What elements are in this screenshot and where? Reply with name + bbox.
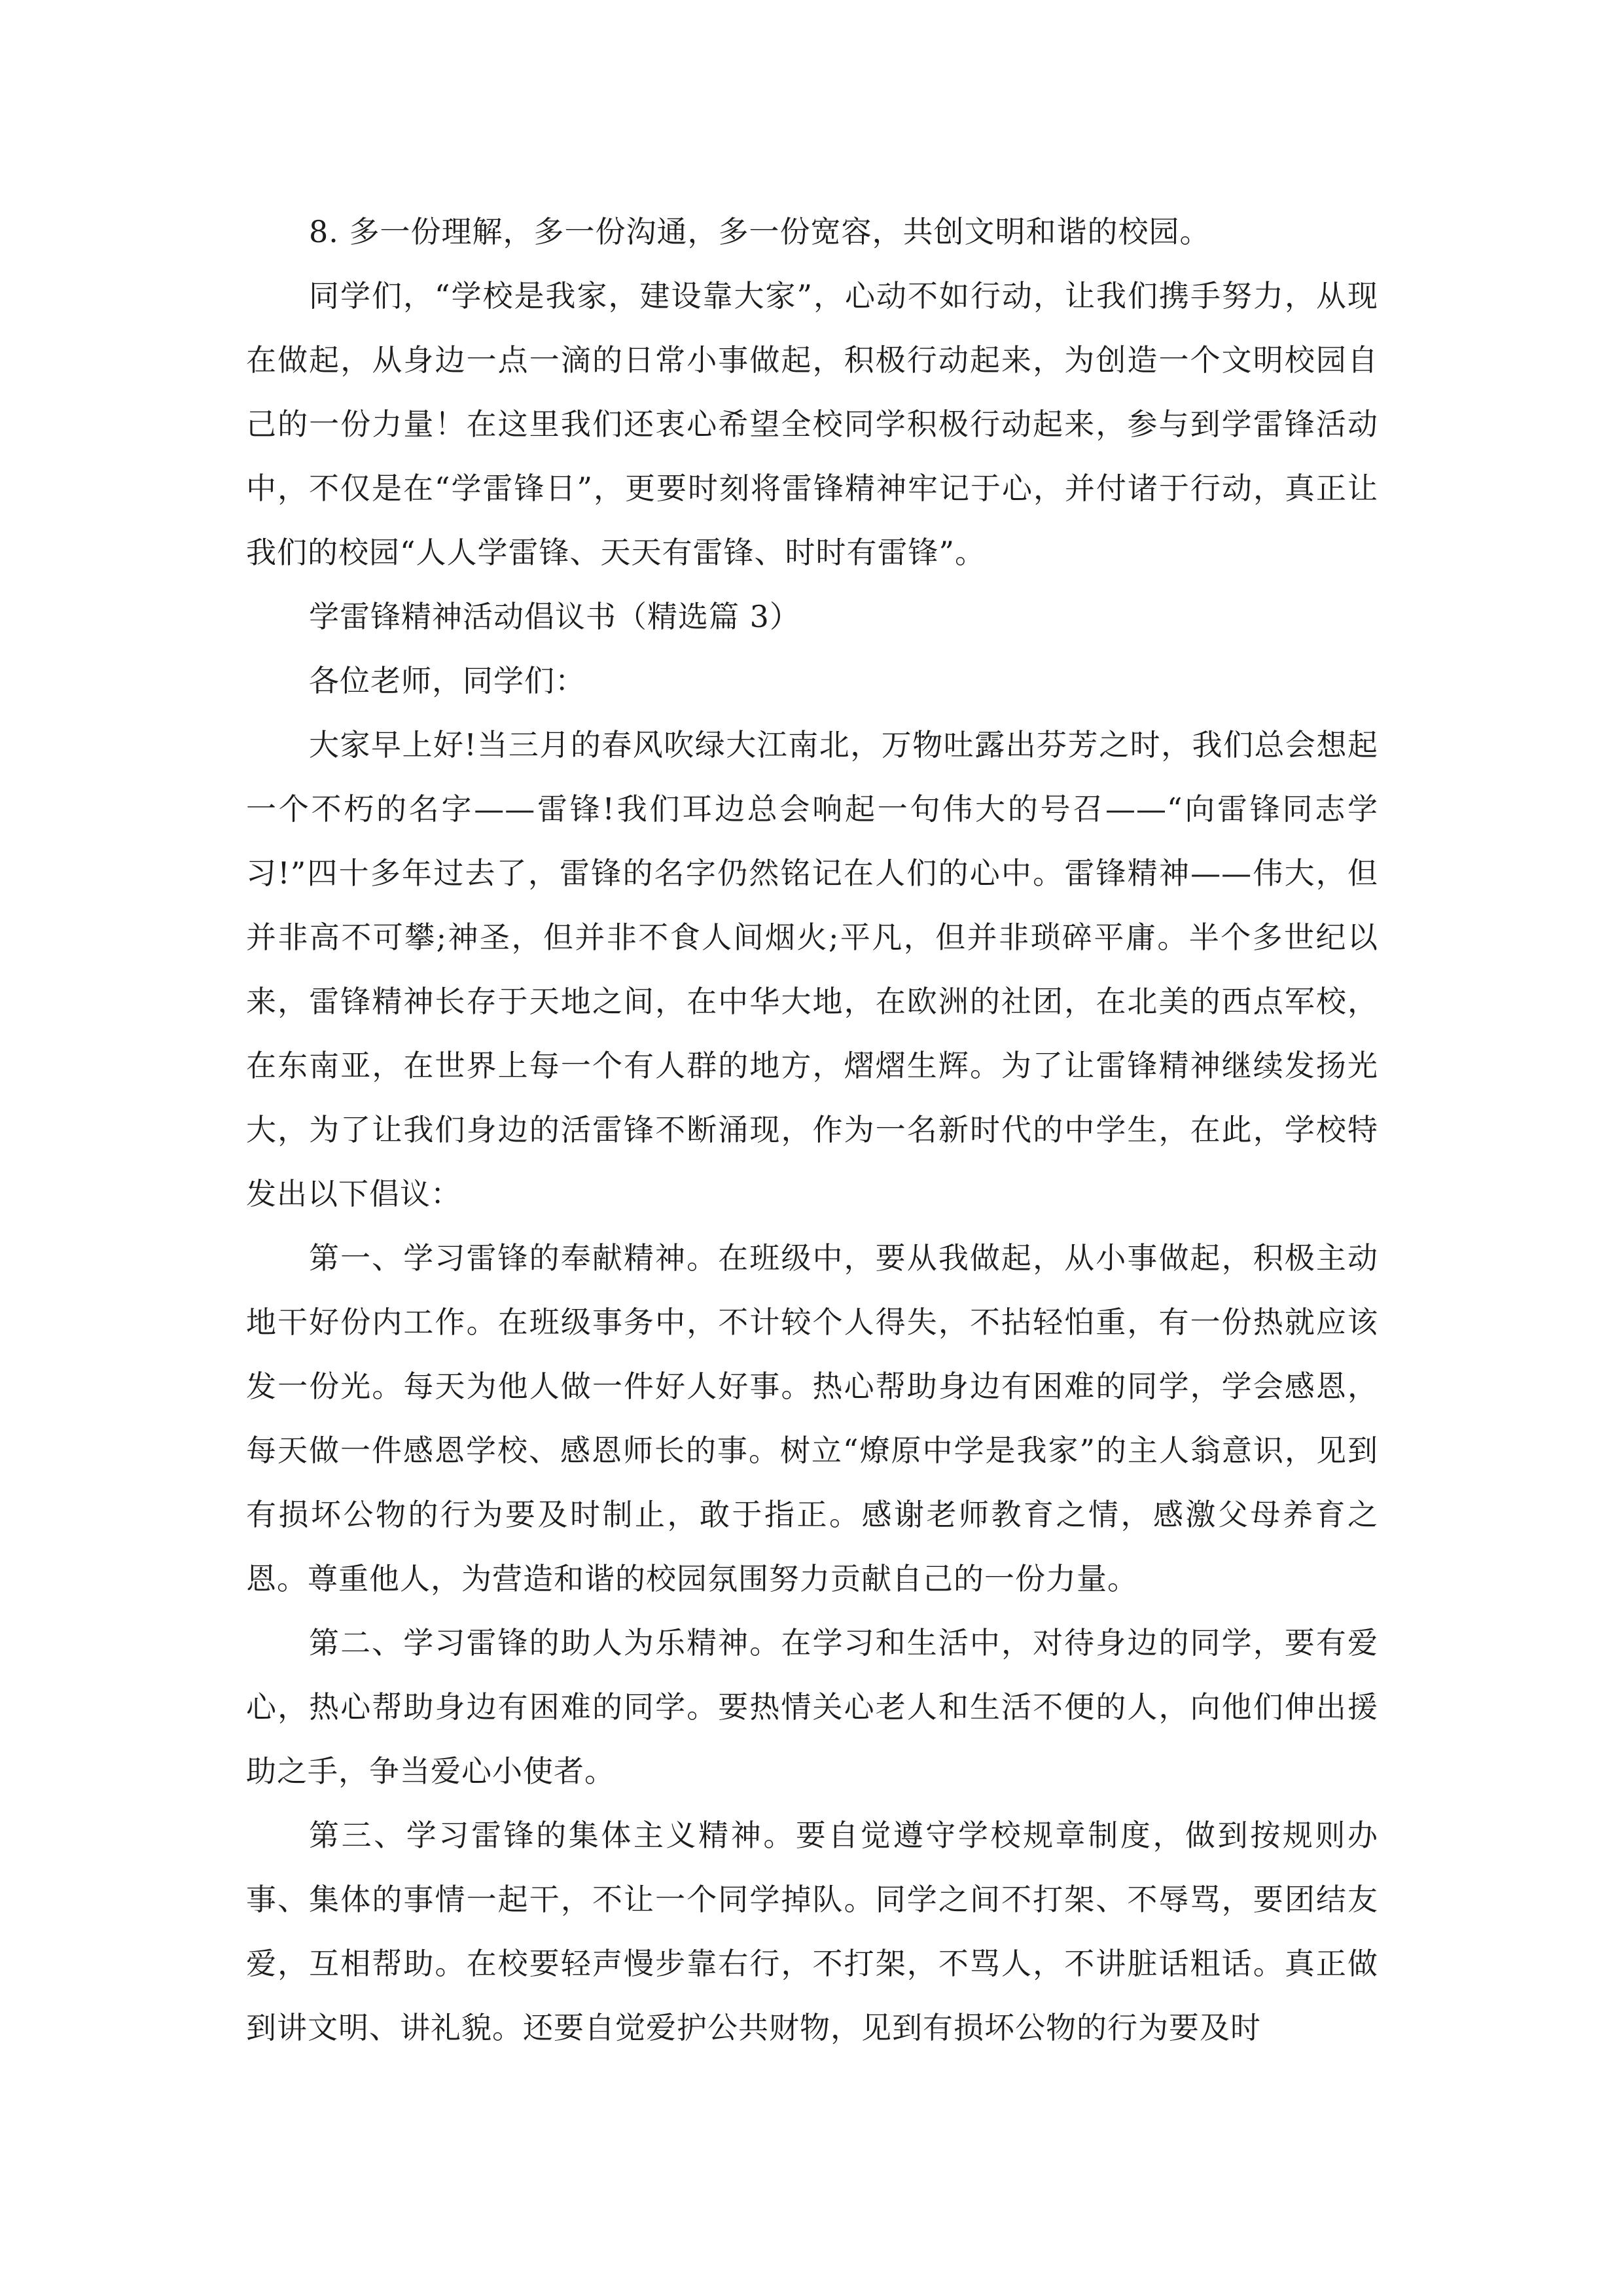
- document-body: [246, 200, 1378, 2060]
- section-title: 学雷锋精神活动倡议书（精选篇 3）: [309, 599, 800, 634]
- salutation: 各位老师，同学们：: [309, 663, 586, 698]
- paragraph-closing-call: 同学们，“学校是我家，建设靠大家”，心动不如行动，让我们携手努力，从现在做起，从身边一点一滴的日常小事做起，积极行动起来，为创造一个文明校园自己的一份力量！在这里我们还衷心希望全校同学积极行动起来，参与到学雷锋活动中，不仅是在“学雷锋日”，更要时刻将雷锋精神牢记于心，并付诸于行动，真正让我们的校园“人人学雷锋、天天有雷锋、时时有雷锋”。: [246, 278, 1378, 570]
- paragraph-third: 第三、学习雷锋的集体主义精神。要自觉遵守学校规章制度，做到按规则办事、集体的事情一起干，不让一个同学掉队。同学之间不打架、不辱骂，要团结友爱，互相帮助。在校要轻声慢步靠右行，不打架，不骂人，不讲脏话粗话。真正做到讲文明、讲礼貌。还要自觉爱护公共财物，见到有损坏公物的行为要及时: [246, 1818, 1378, 2045]
- paragraph-intro: 大家早上好!当三月的春风吹绿大江南北，万物吐露出芬芳之时，我们总会想起一个不朽的名字——雷锋!我们耳边总会响起一句伟大的号召——“向雷锋同志学习!”四十多年过去了，雷锋的名字仍然铭记在人们的心中。雷锋精神——伟大，但并非高不可攀;神圣，但并非不食人间烟火;平凡，但并非琐碎平庸。半个多世纪以来，雷锋精神长存于天地之间，在中华大地，在欧洲的社团，在北美的西点军校，在东南亚，在世界上每一个有人群的地方，熠熠生辉。为了让雷锋精神继续发扬光大，为了让我们身边的活雷锋不断涌现，作为一名新时代的中学生，在此，学校特发出以下倡议：: [246, 727, 1378, 1211]
- paragraph-second: 第二、学习雷锋的助人为乐精神。在学习和生活中，对待身边的同学，要有爱心，热心帮助身边有困难的同学。要热情关心老人和生活不便的人，向他们伸出援助之手，争当爱心小使者。: [246, 1625, 1378, 1789]
- paragraph-first: 第一、学习雷锋的奉献精神。在班级中，要从我做起，从小事做起，积极主动地干好份内工作。在班级事务中，不计较个人得失，不拈轻怕重，有一份热就应该发一份光。每天为他人做一件好人好事。热心帮助身边有困难的同学，学会感恩，每天做一件感恩学校、感恩师长的事。树立“燎原中学是我家”的主人翁意识，见到有损坏公物的行为要及时制止，敢于指正。感谢老师教育之情，感激父母养育之恩。尊重他人，为营造和谐的校园氛围努力贡献自己的一份力量。: [246, 1240, 1378, 1596]
- paragraph-item-8: 8. 多一份理解，多一份沟通，多一份宽容，共创文明和谐的校园。: [309, 214, 1211, 249]
